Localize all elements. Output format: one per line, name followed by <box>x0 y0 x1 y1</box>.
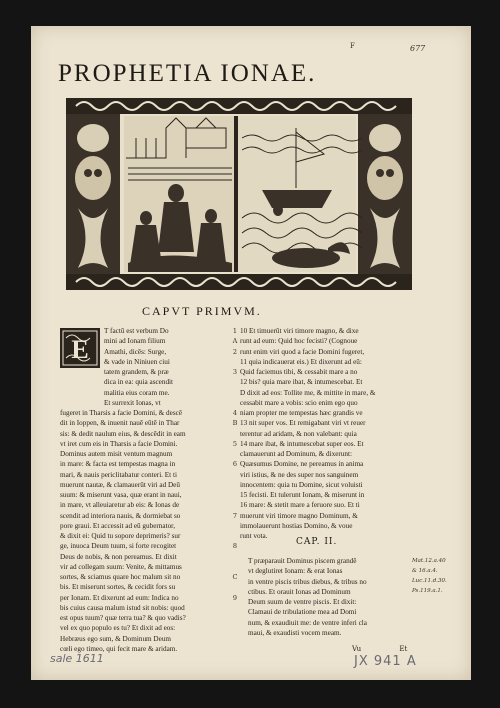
verse-marker <box>230 480 240 490</box>
text-line: viri istius, & ne des super nos sanguinem <box>240 470 359 479</box>
text-line: 14 mare ibat, & intumescebat super eos. Et <box>240 439 364 448</box>
verse-marker: B <box>232 419 238 428</box>
right-text-column <box>240 326 420 541</box>
text-line: Clamaui de tribulatione mea ad Domi <box>248 608 357 617</box>
text-line: Deum suum de ventre piscis. Et dixit: <box>248 598 357 606</box>
text-line: muerunt nautæ, & clamauerūt viri ad Deū <box>60 480 180 489</box>
text-line: maui, & exaudisti vocem meam. <box>248 628 342 637</box>
verse-marker: 7 <box>232 511 238 520</box>
verse-marker: 9 <box>232 593 238 602</box>
verse-marker <box>230 398 240 408</box>
text-line: runt vota. <box>240 532 268 540</box>
text-line: tatem grandem, & præ <box>104 368 169 376</box>
text-line: 16 mare: & stetit mare a feruore suo. Et ti <box>240 501 360 510</box>
text-line: & dixit ei: Quid tu sopore deprimeris? sur <box>60 532 181 540</box>
marginal-note: Mat.12.a.40 <box>412 558 446 564</box>
verse-marker: C <box>232 573 238 581</box>
left-text-column <box>60 326 230 654</box>
marginal-note: Luc.11.d.30. <box>412 578 447 584</box>
text-line: terentur ad aridam, & non valebant: quia <box>240 429 357 438</box>
verse-marker: 8 <box>232 542 238 551</box>
verse-marker <box>230 377 240 387</box>
text-line: dit in Ioppen, & inuenit nauē eūtē in Thar <box>60 419 180 428</box>
text-line: Quid faciemus tibi, & cessabit mare a no <box>240 368 358 376</box>
text-line: fugeret in Tharsis a facie Domini, & descē <box>60 409 183 417</box>
verse-margin-markers <box>230 326 240 603</box>
text-line: vt deglutiret Ionam: & erat Ionas <box>248 567 343 576</box>
page-title: PROPHETIA IONAE. <box>58 60 317 87</box>
text-line: ctibus. Et orauit Ionas ad Dominum <box>248 587 351 596</box>
text-line: ge, inuoca Deum tuum, si forte recogitet <box>60 542 177 551</box>
text-line: 13 nit super vos. Et remigabant viri vt reuer <box>240 419 366 428</box>
text-line: est opus tuum? quæ terra tua? & quo vadis? <box>60 614 186 622</box>
text-line: cœli ego timeo, qui fecit mare & aridam. <box>60 644 178 653</box>
verse-marker: 4 <box>232 409 238 417</box>
svg-text:E: E <box>71 335 89 364</box>
verse-marker <box>230 562 240 572</box>
page-mark: F <box>350 42 355 50</box>
text-line: runt enim viri quod a facie Domini fugeret, <box>240 347 365 356</box>
text-line: mini ad Ionam filium <box>104 337 166 346</box>
verse-marker: 1 <box>232 327 238 335</box>
verse-marker <box>230 582 240 592</box>
verse-marker: 2 <box>232 347 238 356</box>
pencil-annotation-left: sale 1611 <box>50 652 104 665</box>
text-line: in ventre piscis tribus diebus, & tribus no <box>248 577 367 586</box>
verse-marker: A <box>232 337 238 346</box>
marginal-references <box>412 556 468 596</box>
text-line: pore graui. Et accessit ad eū gubernator, <box>60 521 176 530</box>
text-line: T factū est verbum Do <box>104 327 169 335</box>
text-line: & vade in Niniuen ciui <box>104 357 170 366</box>
text-line: D dixit ad eos: Tollite me, & mittite in mare, & <box>240 388 376 397</box>
text-line: immolauerunt hostias Domino, & voue <box>240 521 353 530</box>
text-line: bis cuius causa malum istud sit nobis: quod <box>60 603 185 612</box>
verse-marker <box>230 388 240 398</box>
text-line: Hebræus ego sum, & Dominum Deum <box>60 634 171 643</box>
verse-marker <box>230 531 240 541</box>
text-line: mari, & nauis periclitabatur conteri. Et ti <box>60 470 177 479</box>
text-line: Quæsumus Domine, ne pereamus in anima <box>240 460 364 469</box>
verse-marker <box>230 521 240 531</box>
verse-marker <box>230 552 240 562</box>
verse-marker <box>230 470 240 480</box>
verse-marker <box>230 429 240 439</box>
signature-text: Vu <box>352 645 362 653</box>
catchword: Et <box>399 645 408 653</box>
text-line: in mare: & facta est tempestas magna in <box>60 460 176 469</box>
text-line: num, & exaudiuit me: de ventre inferi cla <box>248 618 367 627</box>
page-number: 677 <box>410 44 426 53</box>
text-line: Amathi, dicēs: Surge, <box>104 347 167 356</box>
verse-marker: 6 <box>232 460 238 469</box>
text-line: bis. Et miserunt sortes, & cecidit fors su <box>60 583 176 592</box>
text-line: vel ex quo populo es tu? Et dixit ad eos: <box>60 624 176 633</box>
text-line: per Ionam. Et dixerunt ad eum: Indica no <box>60 593 179 602</box>
marginal-note: & 16.a.4. <box>412 568 438 574</box>
text-line: sortes, & sciamus quare hoc malum sit no <box>60 573 181 581</box>
text-line: Dominus autem misit ventum magnum <box>60 450 173 458</box>
text-line: vt iret cum eis in Tharsis a facie Domini. <box>60 439 178 448</box>
text-line: 11 quia indicauerat eis.) Et dixerunt ad eū: <box>240 357 362 366</box>
text-line: 10 Et timuerūt viri timore magno, & dixe <box>240 327 359 335</box>
chapter-heading: CAPVT PRIMVM. <box>142 304 262 318</box>
text-line: 15 fecisti. Et tulerunt Ionam, & miserunt in <box>240 491 365 499</box>
text-line: malitia eius coram me. <box>104 388 170 397</box>
pencil-call-number: JX 941 A <box>354 654 417 669</box>
chapter-ii-text <box>248 556 408 638</box>
text-line: dica in ea: quia ascendit <box>104 378 174 387</box>
text-line: 12 bis? quia mare ibat, & intumescebat. Et <box>240 378 363 387</box>
text-line: innocentem: quia tu Domine, sicut voluisti <box>240 480 363 489</box>
text-line: vir ad collegam suum: Venite, & mittamus <box>60 562 182 571</box>
verse-marker <box>230 490 240 500</box>
verse-marker: 5 <box>232 439 238 448</box>
signature-mark <box>352 645 407 653</box>
text-line: cessabit mare a vobis: scio enim ego quo <box>240 398 358 407</box>
text-line: scendit ad interiora nauis, & dormiebat so <box>60 511 181 520</box>
verse-marker <box>230 357 240 367</box>
text-line: runt ad eum: Quid hoc fecisti? (Cognoue <box>240 337 358 346</box>
text-line: T præparauit Dominus piscem grandē <box>248 557 357 565</box>
text-line: muerunt viri timore magno Dominum, & <box>240 511 358 520</box>
text-line: Et surrexit Ionas, vt <box>104 398 161 407</box>
verse-marker <box>230 449 240 459</box>
marginal-note: Ps.119.a.1. <box>412 588 443 594</box>
text-line: niam propter me tempestas hæc grandis ve <box>240 409 363 417</box>
text-line: in mare, vt alleuiaretur ab eis: & Ionas de <box>60 501 180 510</box>
text-line: clamauerunt ad Dominum, & dixerunt: <box>240 450 352 458</box>
text-line: suum: & miserunt vasa, quæ erant in naui, <box>60 491 182 499</box>
chapter-ii-heading: CAP. II. <box>296 537 338 547</box>
text-line: sis: & dedit naulum eius, & descēdit in eam <box>60 429 186 438</box>
verse-marker <box>230 500 240 510</box>
woodcut-illustration <box>66 98 412 290</box>
verse-marker: 3 <box>232 368 238 376</box>
text-line: Deus de nobis, & non pereamus. Et dixit <box>60 552 177 561</box>
